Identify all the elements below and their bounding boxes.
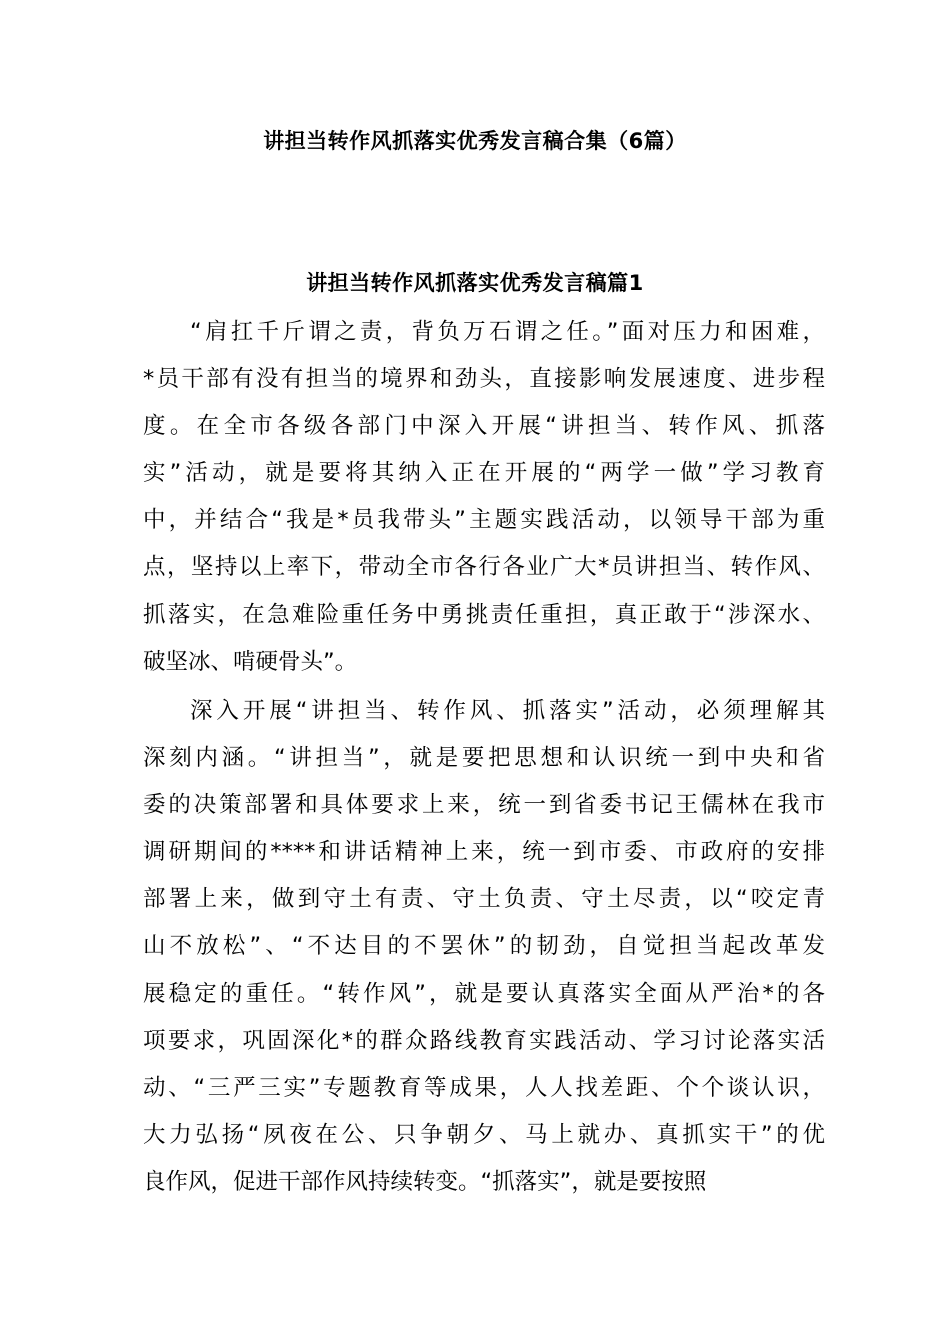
paragraph-line: 点，坚持以上率下，带动全市各行各业广大*员讲担当、转作风、 [143,554,825,581]
paragraph-line: 委的决策部署和具体要求上来，统一到省委书记王儒林在我市 [143,792,825,819]
paragraph-line: 度。在全市各级各部门中深入开展“讲担当、转作风、抓落 [143,413,825,440]
paragraph-line: 大力弘扬“夙夜在公、只争朝夕、马上就办、真抓实干”的优 [143,1121,825,1148]
paragraph-line: 部署上来，做到守土有责、守土负责、守土尽责，以“咬定青 [143,886,825,913]
paragraph-line: 良作风，促进干部作风持续转变。“抓落实”，就是要按照 [143,1168,707,1195]
paragraph-line: 中，并结合“我是*员我带头”主题实践活动，以领导干部为重 [143,507,825,534]
paragraph-line: 项要求，巩固深化*的群众路线教育实践活动、学习讨论落实活 [143,1027,825,1054]
paragraph-line: 展稳定的重任。“转作风”，就是要认真落实全面从严治*的各 [143,980,825,1007]
paragraph-line: 深刻内涵。“讲担当”，就是要把思想和认识统一到中央和省 [143,745,825,772]
paragraph-line: *员干部有没有担当的境界和劲头，直接影响发展速度、进步程 [143,366,825,393]
section-title: 讲担当转作风抓落实优秀发言稿篇1 [306,271,644,295]
paragraph-1 [143,309,825,686]
paragraph-line: 抓落实，在急难险重任务中勇挑责任重担，真正敢于“涉深水、 [143,601,825,628]
paragraph-line: “肩扛千斤谓之责，背负万石谓之任。”面对压力和困难， [190,319,825,345]
paragraph-line: 实”活动，就是要将其纳入正在开展的“两学一做”学习教育 [143,460,825,487]
document-title: 讲担当转作风抓落实优秀发言稿合集（6篇） [263,129,687,153]
paragraph-line: 动、“三严三实”专题教育等成果，人人找差距、个个谈认识， [143,1074,825,1101]
paragraph-line: 破坚冰、啃硬骨头”。 [143,648,358,675]
paragraph-line: 调研期间的****和讲话精神上来，统一到市委、市政府的安排 [143,839,825,866]
paragraph-line: 山不放松”、“不达目的不罢休”的韧劲，自觉担当起改革发 [143,933,825,960]
paragraph-line: 深入开展“讲担当、转作风、抓落实”活动，必须理解其 [190,698,825,724]
paragraph-2 [143,688,825,1206]
